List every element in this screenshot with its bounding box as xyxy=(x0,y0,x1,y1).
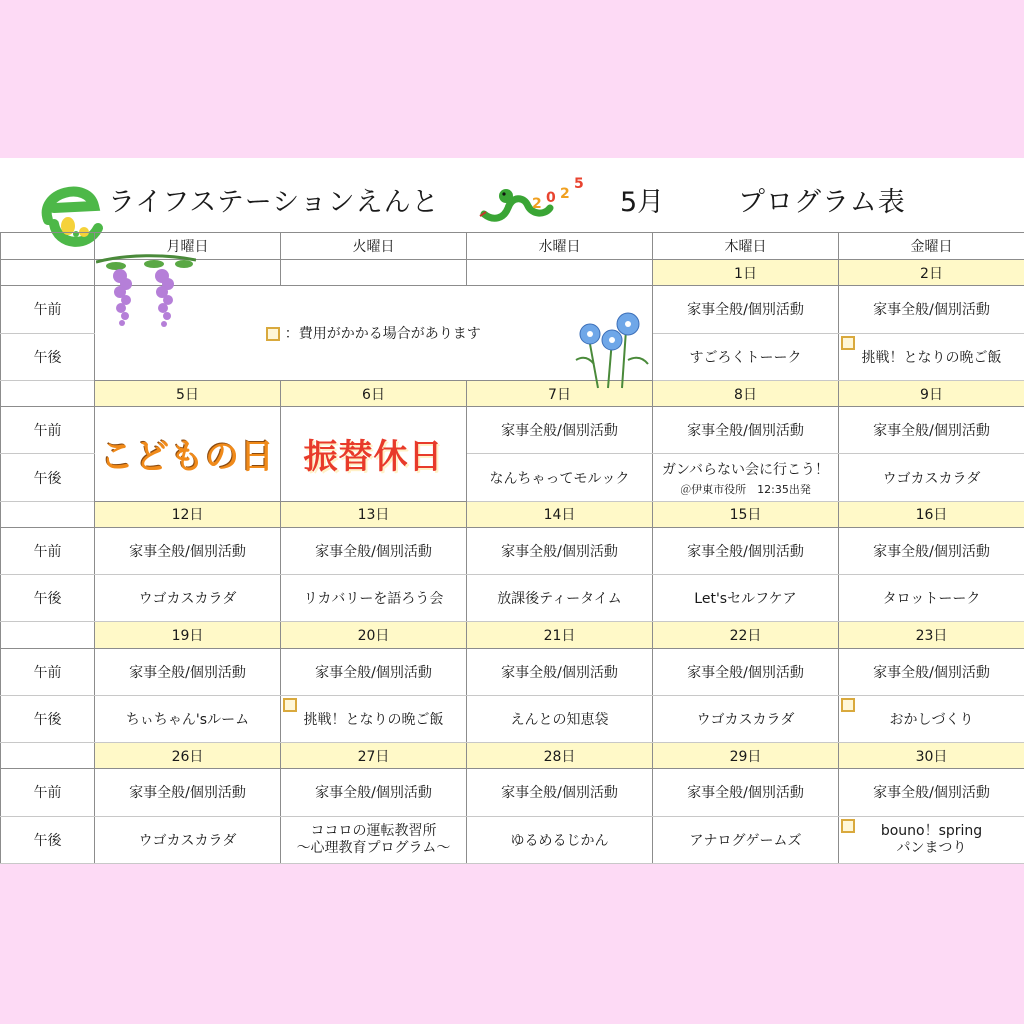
date-cell xyxy=(467,260,653,286)
date-cell: 1日 xyxy=(653,260,839,286)
activity-text: 挑戦！となりの晩ご飯 xyxy=(303,712,444,729)
date-cell xyxy=(281,260,467,286)
date-row xyxy=(1,622,1024,648)
activity-cell: 家事全般/個別活動 xyxy=(653,769,839,816)
activity-cell: ちぃちゃん'sルーム xyxy=(95,695,281,742)
year-digit: 0 xyxy=(546,190,556,206)
activity-text: おかしづくり xyxy=(889,712,974,729)
date-cell: 16日 xyxy=(839,501,1024,527)
holiday-kodomo: こどもの日 xyxy=(100,437,275,478)
activity-cell: アナログゲームズ xyxy=(653,816,839,863)
month-label: 5月 xyxy=(620,187,665,218)
activity-cell: 家事全般/個別活動 xyxy=(95,527,281,574)
weekday-tue: 火曜日 xyxy=(281,233,467,260)
activity-cell xyxy=(653,454,839,501)
am-row xyxy=(1,769,1024,816)
corner-cell xyxy=(1,233,95,260)
activity-cell: 家事全般/個別活動 xyxy=(281,648,467,695)
activity-cell xyxy=(839,333,1024,380)
pm-label: 午後 xyxy=(1,695,95,742)
org-name: ライフステーションえんと xyxy=(108,187,440,218)
activity-cell: 家事全般/個別活動 xyxy=(95,648,281,695)
date-cell: 20日 xyxy=(281,622,467,648)
date-row xyxy=(1,380,1024,406)
fee-box-icon xyxy=(841,819,855,833)
activity-text: 挑戦！となりの晩ご飯 xyxy=(861,349,1002,366)
date-label-cell xyxy=(1,622,95,648)
date-cell: 29日 xyxy=(653,743,839,769)
activity-cell: ウゴカスカラダ xyxy=(95,816,281,863)
date-cell: 6日 xyxy=(281,380,467,406)
date-row xyxy=(1,501,1024,527)
year-digit: 2 xyxy=(560,186,570,202)
date-cell: 13日 xyxy=(281,501,467,527)
activity-cell: なんちゃってモルック xyxy=(467,454,653,501)
activity-cell xyxy=(839,695,1024,742)
activity-cell: 放課後ティータイム xyxy=(467,575,653,622)
activity-cell: 家事全般/個別活動 xyxy=(467,527,653,574)
date-label-cell xyxy=(1,380,95,406)
date-cell: 9日 xyxy=(839,380,1024,406)
date-cell: 23日 xyxy=(839,622,1024,648)
am-label: 午前 xyxy=(1,286,95,333)
activity-cell: タロットーーク xyxy=(839,575,1024,622)
program-sheet xyxy=(0,158,1024,864)
activity-cell: ウゴカスカラダ xyxy=(653,695,839,742)
holiday-cell xyxy=(95,407,281,502)
activity-cell: Let'sセルフケア xyxy=(653,575,839,622)
activity-cell: ゆるめるじかん xyxy=(467,816,653,863)
activity-cell: 家事全般/個別活動 xyxy=(839,769,1024,816)
pm-label: 午後 xyxy=(1,816,95,863)
am-row xyxy=(1,648,1024,695)
fee-box-icon xyxy=(283,698,297,712)
fee-box-icon xyxy=(266,327,280,341)
date-cell: 12日 xyxy=(95,501,281,527)
date-cell: 14日 xyxy=(467,501,653,527)
activity-cell: リカバリーを語ろう会 xyxy=(281,575,467,622)
activity-cell: 家事全般/個別活動 xyxy=(653,527,839,574)
activity-cell: えんとの知恵袋 xyxy=(467,695,653,742)
am-label: 午前 xyxy=(1,527,95,574)
date-cell: 8日 xyxy=(653,380,839,406)
date-cell: 28日 xyxy=(467,743,653,769)
weekday-thu: 木曜日 xyxy=(653,233,839,260)
fee-note-text: ：費用がかかる場合があります xyxy=(284,326,481,343)
am-row xyxy=(1,527,1024,574)
pm-row xyxy=(1,816,1024,863)
activity-cell: ウゴカスカラダ xyxy=(95,575,281,622)
date-cell: 2日 xyxy=(839,260,1024,286)
weekday-wed: 水曜日 xyxy=(467,233,653,260)
header xyxy=(0,158,1024,232)
am-row xyxy=(1,407,1024,454)
date-label-cell xyxy=(1,501,95,527)
activity-cell: 家事全般/個別活動 xyxy=(95,769,281,816)
activity-cell: 家事全般/個別活動 xyxy=(281,769,467,816)
activity-cell: 家事全般/個別活動 xyxy=(839,286,1024,333)
date-cell: 30日 xyxy=(839,743,1024,769)
date-cell: 27日 xyxy=(281,743,467,769)
wisteria-icon xyxy=(96,254,196,334)
pm-row xyxy=(1,575,1024,622)
activity-cell: 家事全般/個別活動 xyxy=(653,407,839,454)
fee-box-icon xyxy=(841,336,855,350)
activity-cell xyxy=(839,816,1024,863)
fee-box-icon xyxy=(841,698,855,712)
year-digit: 5 xyxy=(574,176,584,192)
pm-label: 午後 xyxy=(1,575,95,622)
activity-cell xyxy=(281,695,467,742)
activity-cell: 家事全般/個別活動 xyxy=(653,286,839,333)
date-cell: 19日 xyxy=(95,622,281,648)
activity-subtext: ～心理教育プログラム～ xyxy=(296,839,451,856)
activity-subtext: パンまつり xyxy=(896,839,967,856)
activity-note: ＠伊東市役所 12:35出発 xyxy=(680,482,811,496)
activity-cell: 家事全般/個別活動 xyxy=(839,527,1024,574)
pm-label: 午後 xyxy=(1,333,95,380)
activity-cell: 家事全般/個別活動 xyxy=(653,648,839,695)
activity-cell: 家事全般/個別活動 xyxy=(839,648,1024,695)
activity-cell: 家事全般/個別活動 xyxy=(467,769,653,816)
document-title: プログラム表 xyxy=(738,187,906,218)
activity-cell: 家事全般/個別活動 xyxy=(467,407,653,454)
activity-text: bouno！spring xyxy=(880,822,983,839)
fee-note xyxy=(266,326,480,342)
date-cell: 5日 xyxy=(95,380,281,406)
activity-cell: 家事全般/個別活動 xyxy=(281,527,467,574)
year-digit: 2 xyxy=(532,196,542,212)
date-cell: 26日 xyxy=(95,743,281,769)
date-label-cell xyxy=(1,260,95,286)
pm-row xyxy=(1,695,1024,742)
snake-icon xyxy=(478,174,594,226)
weekday-fri: 金曜日 xyxy=(839,233,1024,260)
am-label: 午前 xyxy=(1,648,95,695)
weekday-mon: 月曜日 xyxy=(95,233,281,260)
activity-cell: 家事全般/個別活動 xyxy=(839,407,1024,454)
holiday-cell xyxy=(281,407,467,502)
activity-cell: ウゴカスカラダ xyxy=(839,454,1024,501)
activity-text: ガンバらない会に行こう！ xyxy=(661,461,830,478)
activity-cell: 家事全般/個別活動 xyxy=(467,648,653,695)
nemophila-icon xyxy=(568,310,654,390)
am-label: 午前 xyxy=(1,407,95,454)
date-cell: 7日 xyxy=(467,380,653,406)
date-row xyxy=(1,743,1024,769)
date-label-cell xyxy=(1,743,95,769)
date-cell: 15日 xyxy=(653,501,839,527)
activity-cell xyxy=(281,816,467,863)
holiday-furikae: 振替休日 xyxy=(303,437,444,478)
date-cell: 22日 xyxy=(653,622,839,648)
activity-text: ココロの運転教習所 xyxy=(310,822,437,839)
activity-cell: すごろくトーーク xyxy=(653,333,839,380)
am-label: 午前 xyxy=(1,769,95,816)
pm-label: 午後 xyxy=(1,454,95,501)
date-cell: 21日 xyxy=(467,622,653,648)
